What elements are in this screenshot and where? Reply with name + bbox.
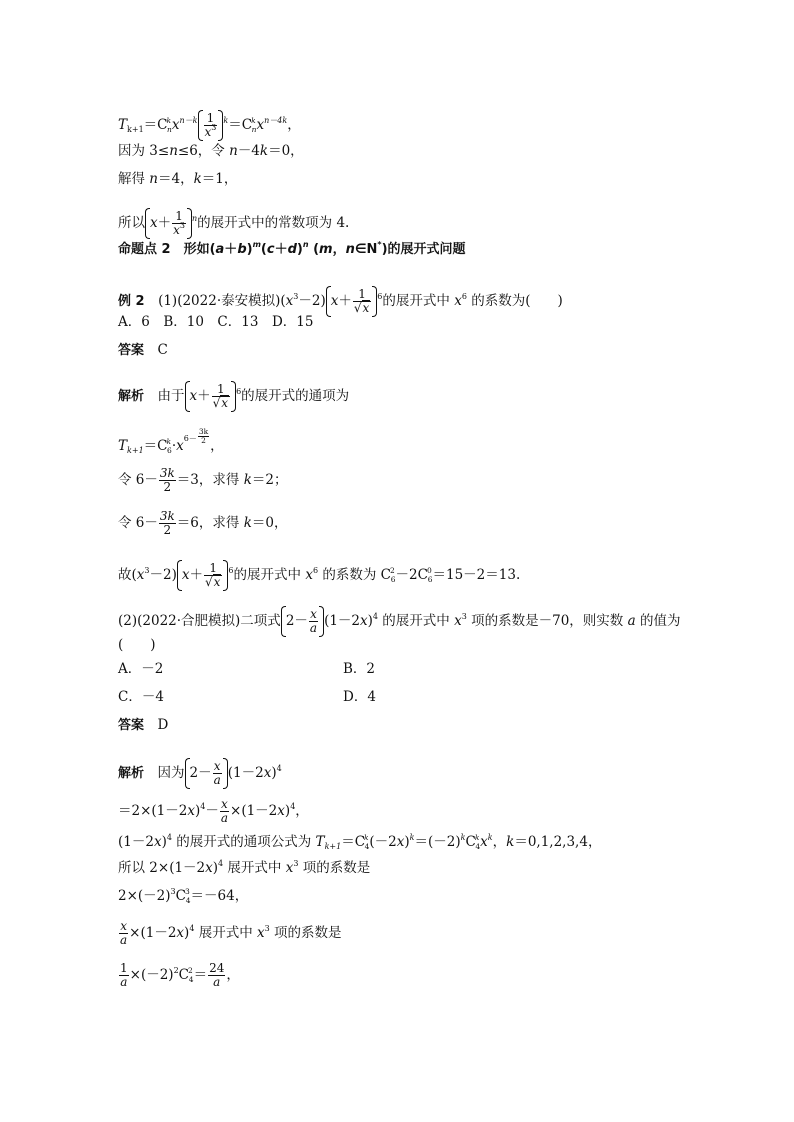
analysis-label: 解析 bbox=[118, 766, 145, 781]
coefficient-value-2: $\frac{1}{a}$ $\times(-2)^2C^2_4=$ $\frac{24}{a}$ ， bbox=[120, 961, 240, 989]
general-term-line-2: $T_{k+1}=C^k_6\cdot x^{6- \frac{3k}{2}}$ ， bbox=[118, 427, 224, 455]
solution-line: 解得 n＝4，k＝1， bbox=[118, 171, 238, 187]
example-2-question: 例 2 (1)(2022·泰安模拟)$(x^3-2)$ x＋ $\frac{1}{√x}$ $^6$的展开式中 $x^6$ 的系数为( ) bbox=[118, 287, 563, 315]
coefficient-value-1: $2\times(-2)^3C^3_4=-64$， bbox=[118, 887, 249, 905]
answer-blank: ( ) bbox=[118, 637, 156, 653]
example-2-part-2-question: (2)(2022·合肥模拟)二项式 2－ $\frac{x}{a}$ $(1-2x)^4$ 的展开式中 $x^3$ 项的系数是－70，则实数 a 的值为 bbox=[118, 607, 681, 635]
paren-bracket: 2－ $\frac{x}{a}$ bbox=[281, 608, 324, 635]
analysis-label: 解析 bbox=[118, 389, 145, 404]
coefficient-result-line: 故$(x^3-2)$ x＋ $\frac{1}{√x}$ $^6$的展开式中 $x^6$ 的系数为 $C^2_6-2C^0_6=15-2=13$. bbox=[118, 561, 521, 589]
paren-bracket: 2－ $\frac{x}{a}$ bbox=[185, 760, 228, 787]
solve-k-line-2: 令 6－ $\frac{3k}{2}$ ＝6，求得 k＝0， bbox=[118, 509, 288, 537]
coefficient-line-2: $\frac{x}{a}$ $\times(1-2x)^4$ 展开式中 $x^3$ 项的系数是 bbox=[120, 919, 342, 947]
answer-label: 答案 bbox=[118, 718, 145, 733]
conclusion-line: 所以 x＋ $\frac{1}{x^3}$ $^n$的展开式中的常数项为 4. bbox=[118, 209, 350, 237]
paren-bracket: x＋ $\frac{1}{√x}$ bbox=[326, 288, 378, 315]
option-b: B．2 bbox=[343, 661, 376, 677]
coefficient-line-1: 所以 $2\times(1-2x)^4$ 展开式中 $x^3$ 项的系数是 bbox=[118, 859, 371, 876]
option-a: A．－2 bbox=[118, 661, 164, 677]
expansion-line: $=2\times(1-2x)^4-$ $\frac{x}{a}$ $\times(1-2x)^4$， bbox=[118, 797, 309, 825]
paren-bracket: x＋ $\frac{1}{x^3}$ bbox=[145, 210, 192, 237]
solve-k-line-1: 令 6－ $\frac{3k}{2}$ ＝3，求得 k＝2； bbox=[118, 466, 288, 494]
paren-bracket: x＋ $\frac{1}{√x}$ bbox=[185, 383, 237, 410]
answer-label: 答案 bbox=[118, 343, 145, 358]
answer-line-2: 答案 D bbox=[118, 717, 169, 733]
general-term-line: $T_{k+1}=C^k_nx^{n-k}$ $\frac{1}{x^3}$ $^k=C^k_nx^{n-4k}$， bbox=[118, 111, 301, 139]
condition-line: 因为 3≤n≤6，令 n－4k＝0， bbox=[118, 143, 304, 159]
answer-line-1: 答案 C bbox=[118, 342, 168, 358]
section-heading: 命题点 2 形如$(a+b)^m(c+d)^n$ (m，n∈N*)的展开式问题 bbox=[118, 240, 466, 257]
analysis-line-1: 解析 由于 x＋ $\frac{1}{√x}$ $^6$的展开式的通项为 bbox=[118, 382, 350, 410]
option-c: C．－4 bbox=[118, 689, 164, 705]
term-formula-line: $(1-2x)^4$ 的展开式的通项公式为 $T_{k+1}=C^k_4(-2x)^k=(-2)^kC^k_4x^k$，k＝0,1,2,3,4， bbox=[118, 833, 602, 851]
option-d: D．4 bbox=[343, 689, 376, 705]
example-2-options: A．6 B．10 C．13 D．15 bbox=[118, 314, 314, 330]
paren-bracket: x＋ $\frac{1}{√x}$ bbox=[177, 562, 229, 589]
paren-bracket: $\frac{1}{x^3}$ bbox=[198, 112, 224, 139]
analysis-line-2: 解析 因为 2－ $\frac{x}{a}$ $(1-2x)^4$ bbox=[118, 759, 282, 787]
example-label: 例 2 bbox=[118, 294, 145, 309]
